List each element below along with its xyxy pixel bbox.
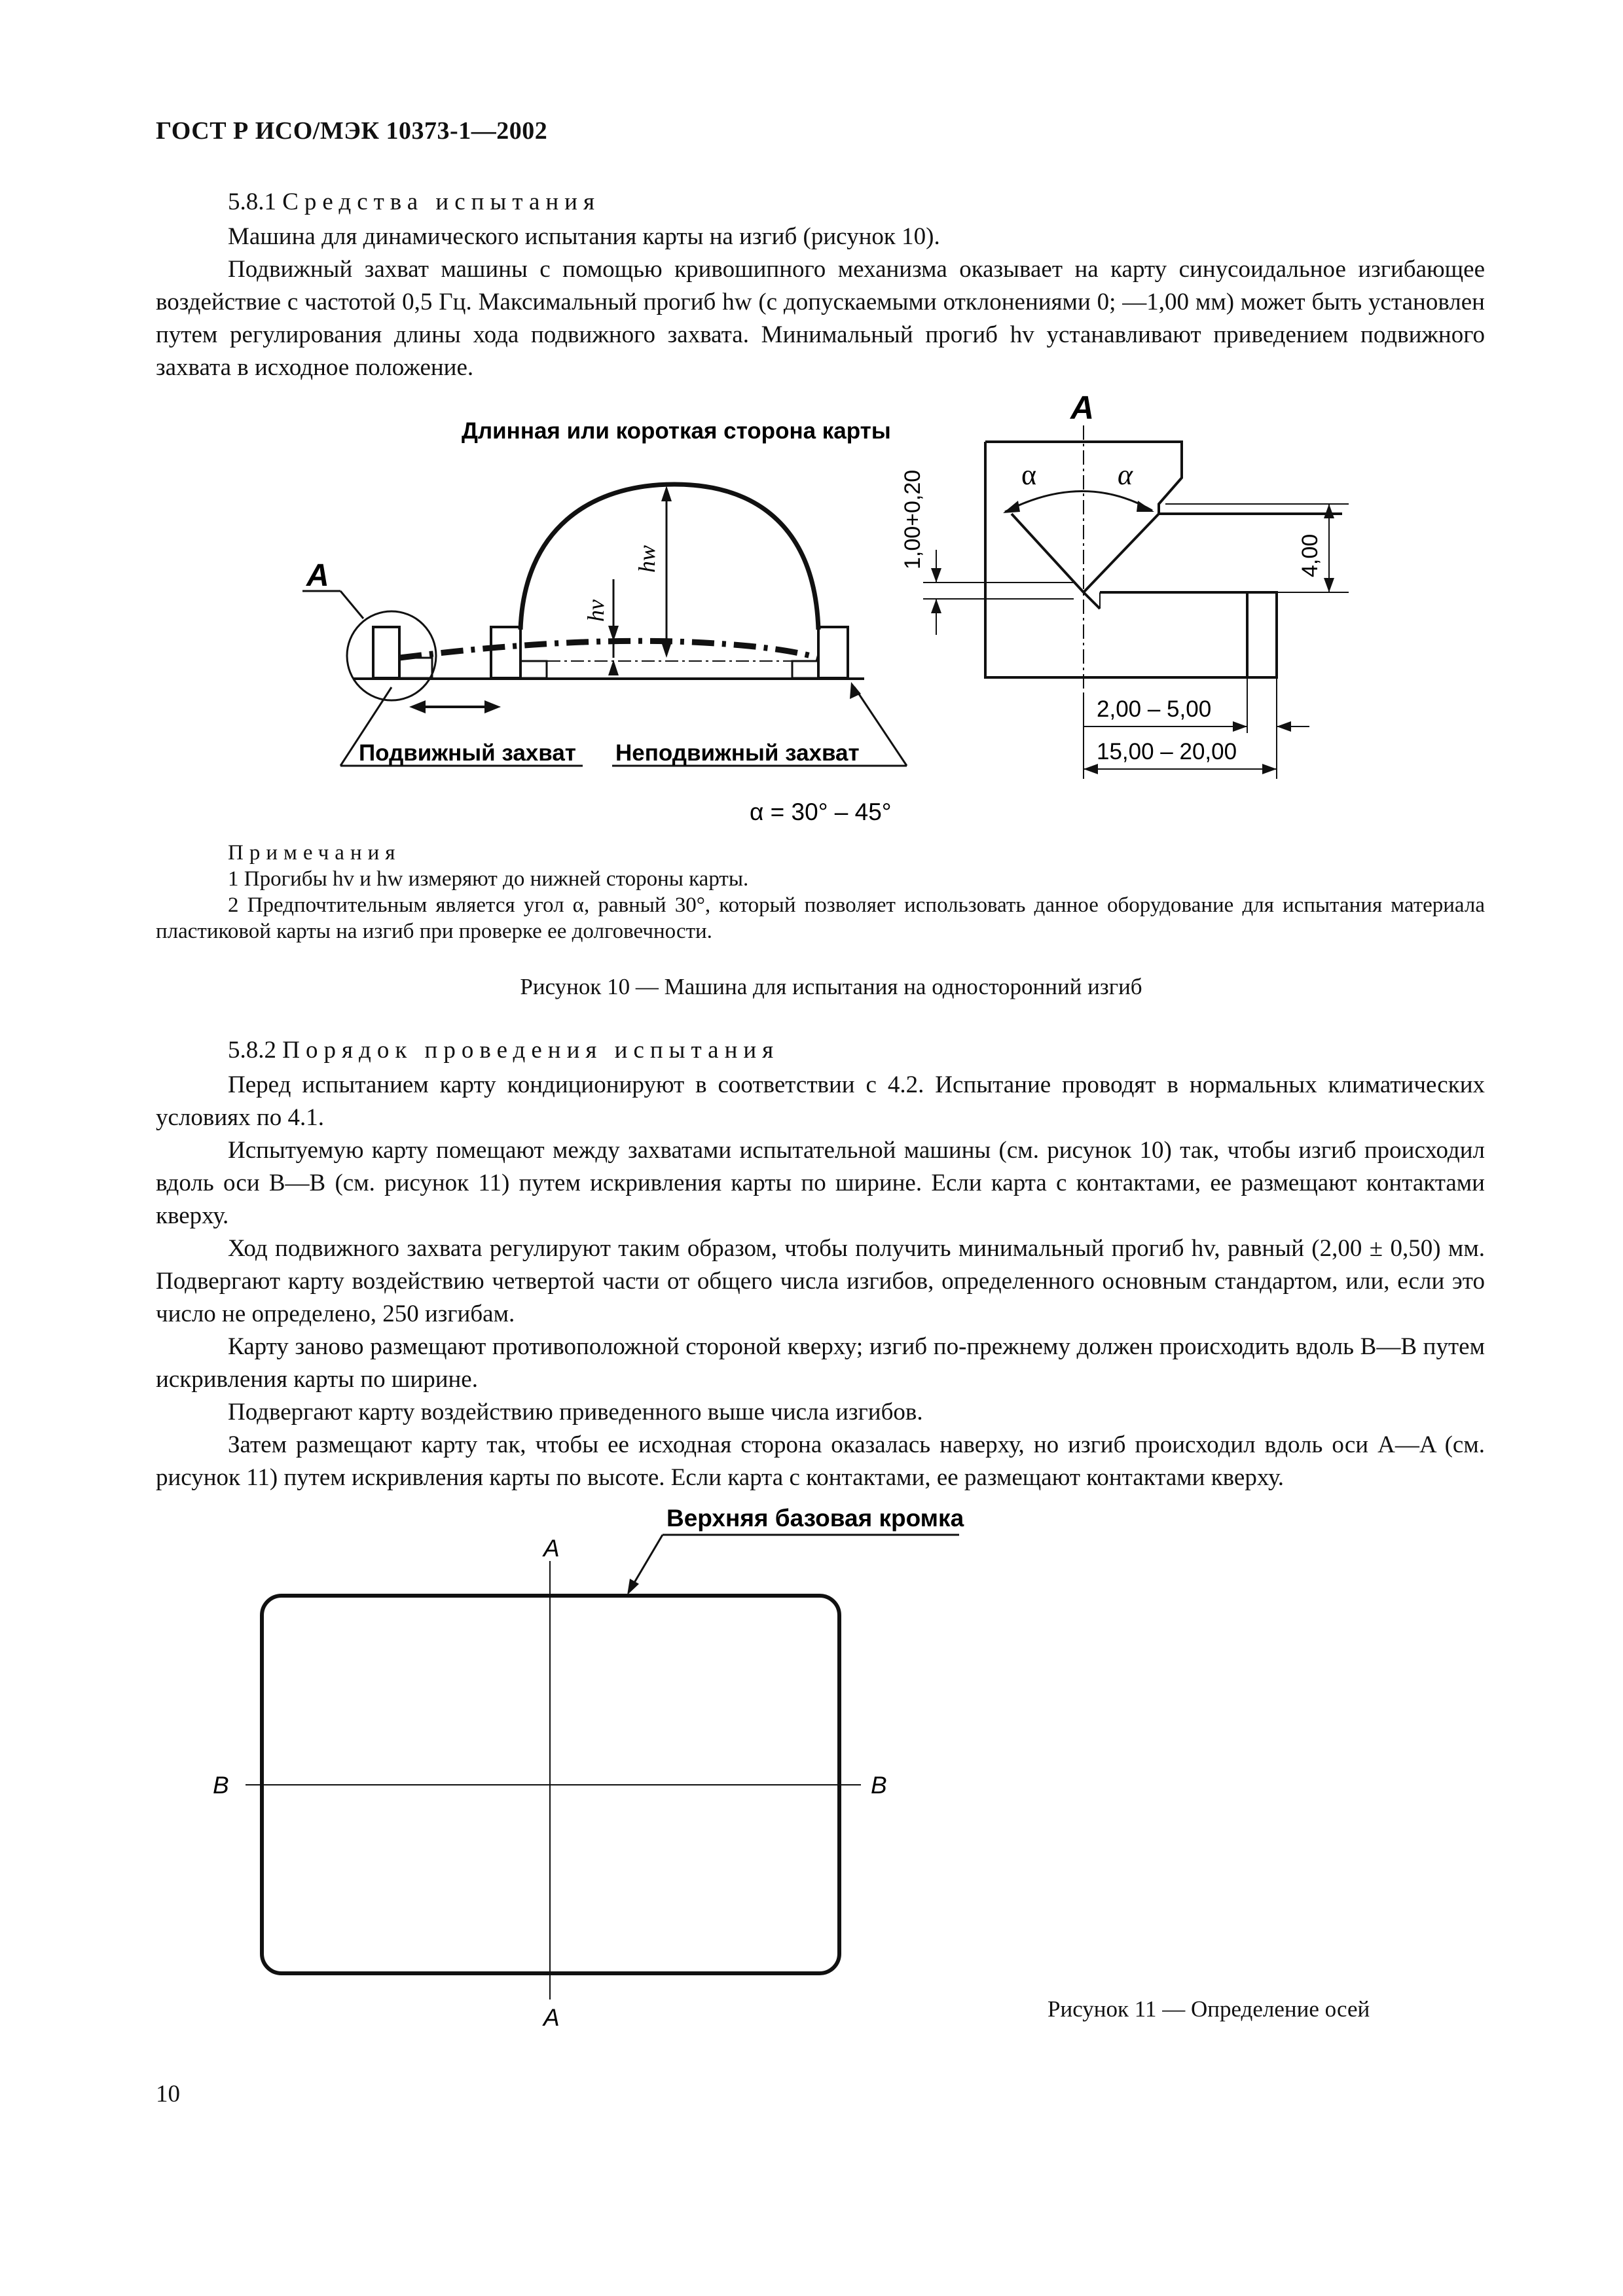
figure-10 [0, 386, 1623, 844]
alpha-range: α = 30° – 45° [750, 798, 892, 825]
alpha-arc [1005, 491, 1152, 512]
paragraph: Подвергают карту воздействию приведенного выше числа изгибов. [228, 1399, 923, 1426]
section-heading-5-8-1 [228, 188, 600, 216]
figure-11-caption: Рисунок 11 — Определение осей [1048, 1996, 1370, 2022]
alpha-right: α [1118, 459, 1133, 491]
section-title: Средства испытания [282, 188, 600, 215]
detail-view-label: A [1070, 389, 1095, 426]
top-edge-label: Верхняя базовая кромка [666, 1505, 964, 1532]
movable-grip [373, 627, 399, 678]
paragraph: Испытуемую карту помещают между захватами испытательной машины (см. рисунок 10) так, чтобы изгиб происходил вдоль оси B—B (см. рисунок 11) путем искривления карты по ширине. Если карта с контактами, ее размещают контактами кверху. [156, 1137, 1485, 1229]
hw-label: hw [634, 545, 660, 573]
paragraph: Подвижный захват машины с помощью кривошипного механизма оказывает на карту синусоидальное изгибающее воздействие с частотой 0,5 Гц. Максимальный прогиб hw (с допускаемыми отклонениями 0; —1,00 мм) может быть установлен путем регулирования длины хода подвижного захвата. Минимальный прогиб hv устанавливают приведением подвижного захвата в исходное положение. [156, 256, 1485, 381]
axis-a-top: A [543, 1535, 560, 1562]
detail-label: A [306, 558, 329, 593]
dim-15-20: 15,00 – 20,00 [1097, 739, 1237, 764]
paragraph: Ход подвижного захвата регулируют таким образом, чтобы получить минимальный прогиб hv, равный (2,00 ± 0,50) мм. Подвергают карту воздействию четвертой части от общего числа изгибов, определенного основным стандартом, или, если это число не определено, 250 изгибам. [156, 1235, 1485, 1327]
note-2: 2 Предпочтительным является угол α, равный 30°, который позволяет использовать данное оборудование для испытания материала пластиковой карты на изгиб при проверке ее долговечности. [156, 893, 1485, 943]
section-heading-5-8-2 [228, 1036, 779, 1064]
axis-a-bottom: A [543, 2004, 560, 2031]
hv-label: hv [583, 600, 609, 622]
axis-b-right: B [871, 1772, 887, 1799]
figure-10-caption: Рисунок 10 — Машина для испытания на односторонний изгиб [520, 974, 1142, 999]
fixed-grip-left-jaw [520, 661, 547, 678]
fixed-grip-right [818, 627, 848, 678]
section-number: 5.8.2 [228, 1037, 276, 1064]
fixed-grip-label: Неподвижный захват [615, 740, 860, 766]
page-header: ГОСТ Р ИСО/МЭК 10373-1—2002 [156, 117, 548, 145]
figure-11 [0, 1499, 1623, 2036]
dim-4-00: 4,00 [1298, 533, 1322, 577]
paragraph: Карту заново размещают противоположной стороной кверху; изгиб по-прежнему должен происходить вдоль B—B путем искривления карты по ширине. [156, 1333, 1485, 1393]
detail-circle [347, 611, 436, 700]
dim-2-5: 2,00 – 5,00 [1097, 696, 1212, 722]
paragraph: Затем размещают карту так, чтобы ее исходная сторона оказалась наверху, но изгиб происходил вдоль оси A—A (см. рисунок 11) путем искривления карты по высоте. Если карта с контактами, ее размещают контактами кверху. [156, 1431, 1485, 1491]
section-title: Порядок проведения испытания [282, 1037, 780, 1064]
dim-1-00: 1,00+0,20 [900, 469, 925, 569]
fixed-grip-left [491, 627, 520, 678]
alpha-left: α [1021, 459, 1037, 491]
side-label: Длинная или короткая сторона карты [462, 418, 891, 444]
movable-grip-jaw [399, 658, 432, 678]
movable-grip-label: Подвижный захват [359, 740, 576, 766]
paragraph: Машина для динамического испытания карты на изгиб (рисунок 10). [228, 223, 940, 250]
notes-title: Примечания [228, 841, 401, 865]
section-number: 5.8.1 [228, 188, 276, 215]
card-line [399, 641, 818, 658]
fixed-grip-right-jaw [792, 661, 818, 678]
dome-arc [520, 484, 818, 630]
note-1: 1 Прогибы hv и hw измеряют до нижней стороны карты. [228, 867, 749, 891]
fixed-grip-profile [985, 442, 1342, 514]
axis-b-left: B [213, 1772, 229, 1799]
page-number: 10 [156, 2081, 180, 2108]
paragraph: Перед испытанием карту кондиционируют в соответствии с 4.2. Испытание проводят в нормальных климатических условиях по 4.1. [156, 1071, 1485, 1131]
